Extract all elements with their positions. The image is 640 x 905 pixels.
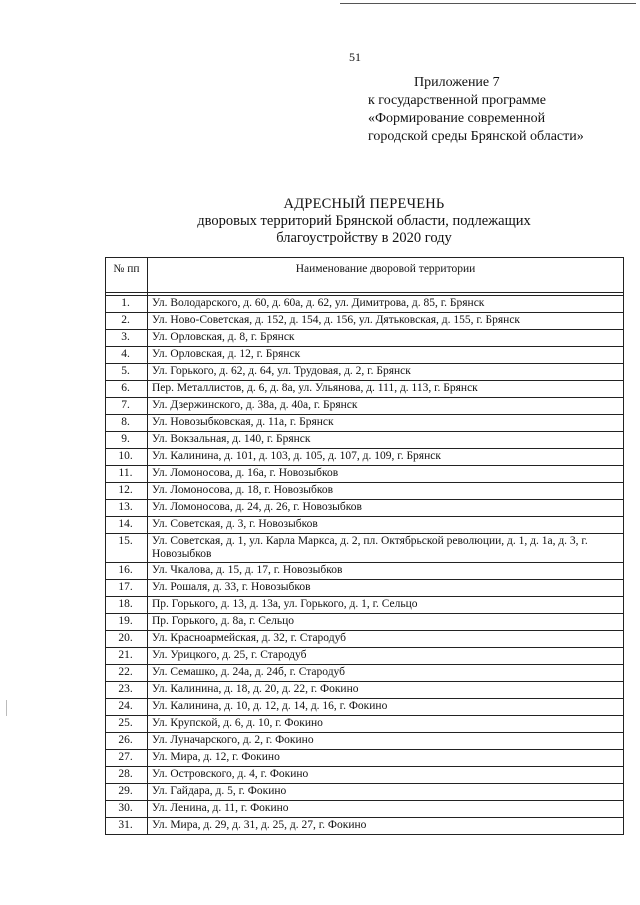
table-row [106,580,624,597]
table-row [106,631,624,648]
row-address: Ул. Калинина, д. 18, д. 20, д. 22, г. Фокино [148,682,624,699]
row-address: Ул. Рошаля, д. 33, г. Новозыбков [148,580,624,597]
table-row [106,818,624,835]
table-row [106,432,624,449]
table-row [106,449,624,466]
row-number: 10. [106,449,148,466]
row-number: 14. [106,517,148,534]
table-row [106,648,624,665]
row-address: Ул. Дзержинского, д. 38а, д. 40а, г. Брянск [148,398,624,415]
table-row [106,296,624,313]
row-number: 23. [106,682,148,699]
row-number: 11. [106,466,148,483]
top-scan-rule [340,3,636,4]
row-address: Ул. Ново-Советская, д. 152, д. 154, д. 156, ул. Дятьковская, д. 155, г. Брянск [148,313,624,330]
table-row [106,665,624,682]
row-address: Ул. Мира, д. 29, д. 31, д. 25, д. 27, г. Фокино [148,818,624,835]
table-row [106,517,624,534]
row-address: Ул. Советская, д. 3, г. Новозыбков [148,517,624,534]
row-number: 18. [106,597,148,614]
row-number: 22. [106,665,148,682]
appendix-line: «Формирование современной [368,111,546,126]
heading-title: АДРЕСНЫЙ ПЕРЕЧЕНЬ [283,196,445,212]
row-number: 7. [106,398,148,415]
row-number: 30. [106,801,148,818]
heading-subtitle-line: благоустройству в 2020 году [276,230,452,246]
table-row [106,699,624,716]
row-address: Ул. Орловская, д. 12, г. Брянск [148,347,624,364]
row-number: 13. [106,500,148,517]
row-address: Ул. Новозыбковская, д. 11а, г. Брянск [148,415,624,432]
row-address: Ул. Крупской, д. 6, д. 10, г. Фокино [148,716,624,733]
table-body [106,293,624,835]
row-address: Ул. Островского, д. 4, г. Фокино [148,767,624,784]
table-row [106,716,624,733]
appendix-note [368,74,632,146]
table-row [106,614,624,631]
table-row [106,534,624,563]
row-address: Ул. Мира, д. 12, г. Фокино [148,750,624,767]
row-number: 12. [106,483,148,500]
row-number: 25. [106,716,148,733]
row-number: 17. [106,580,148,597]
table-header-row [106,258,624,293]
row-address: Ул. Горького, д. 62, д. 64, ул. Трудовая, д. 2, г. Брянск [148,364,624,381]
row-address: Ул. Семашко, д. 24а, д. 24б, г. Стародуб [148,665,624,682]
row-address: Ул. Ломоносова, д. 18, г. Новозыбков [148,483,624,500]
appendix-line: городской среды Брянской области» [368,129,584,144]
header-territory-name: Наименование дворовой территории [148,258,624,293]
row-address: Ул. Гайдара, д. 5, г. Фокино [148,784,624,801]
row-number: 27. [106,750,148,767]
table-row [106,500,624,517]
table-row [106,801,624,818]
table-row [106,750,624,767]
row-number: 2. [106,313,148,330]
table-row [106,733,624,750]
row-number: 21. [106,648,148,665]
row-number: 29. [106,784,148,801]
table-row [106,330,624,347]
heading-subtitle-line: дворовых территорий Брянской области, подлежащих [197,213,531,229]
table-row [106,563,624,580]
row-number: 4. [106,347,148,364]
row-address: Пр. Горького, д. 8а, г. Сельцо [148,614,624,631]
row-number: 20. [106,631,148,648]
address-table [105,257,624,835]
table-row [106,767,624,784]
row-number: 15. [106,534,148,563]
row-number: 19. [106,614,148,631]
table-row [106,784,624,801]
table-row [106,347,624,364]
table-row [106,381,624,398]
table-row [106,364,624,381]
row-number: 9. [106,432,148,449]
row-address: Ул. Луначарского, д. 2, г. Фокино [148,733,624,750]
row-address: Ул. Ломоносова, д. 16а, г. Новозыбков [148,466,624,483]
table-row [106,682,624,699]
row-number: 31. [106,818,148,835]
header-number: № пп [106,258,148,293]
table-row [106,597,624,614]
row-address: Ул. Красноармейская, д. 32, г. Стародуб [148,631,624,648]
row-address: Пер. Металлистов, д. 6, д. 8а, ул. Ульянова, д. 111, д. 113, г. Брянск [148,381,624,398]
row-number: 8. [106,415,148,432]
row-address: Ул. Урицкого, д. 25, г. Стародуб [148,648,624,665]
appendix-line: Приложение 7 [414,75,500,90]
table-row [106,398,624,415]
row-address: Ул. Вокзальная, д. 140, г. Брянск [148,432,624,449]
row-number: 28. [106,767,148,784]
row-address: Ул. Ломоносова, д. 24, д. 26, г. Новозыбков [148,500,624,517]
row-address: Ул. Советская, д. 1, ул. Карла Маркса, д. 2, пл. Октябрьской революции, д. 1, д. 1а, д. 3, г. Новозыбков [148,534,624,563]
table-row [106,466,624,483]
row-address: Пр. Горького, д. 13, д. 13а, ул. Горького, д. 1, г. Сельцо [148,597,624,614]
row-number: 16. [106,563,148,580]
appendix-line: к государственной программе [368,93,546,108]
row-address: Ул. Калинина, д. 10, д. 12, д. 14, д. 16, г. Фокино [148,699,624,716]
row-address: Ул. Орловская, д. 8, г. Брянск [148,330,624,347]
row-number: 3. [106,330,148,347]
row-number: 24. [106,699,148,716]
row-address: Ул. Чкалова, д. 15, д. 17, г. Новозыбков [148,563,624,580]
page-number: 51 [349,50,361,64]
row-address: Ул. Ленина, д. 11, г. Фокино [148,801,624,818]
row-number: 26. [106,733,148,750]
table-row [106,313,624,330]
scan-mark [6,700,7,716]
document-heading [100,196,628,247]
row-address: Ул. Калинина, д. 101, д. 103, д. 105, д. 107, д. 109, г. Брянск [148,449,624,466]
table-row [106,483,624,500]
table-row [106,415,624,432]
row-number: 5. [106,364,148,381]
row-number: 6. [106,381,148,398]
row-number: 1. [106,296,148,313]
row-address: Ул. Володарского, д. 60, д. 60а, д. 62, ул. Димитрова, д. 85, г. Брянск [148,296,624,313]
